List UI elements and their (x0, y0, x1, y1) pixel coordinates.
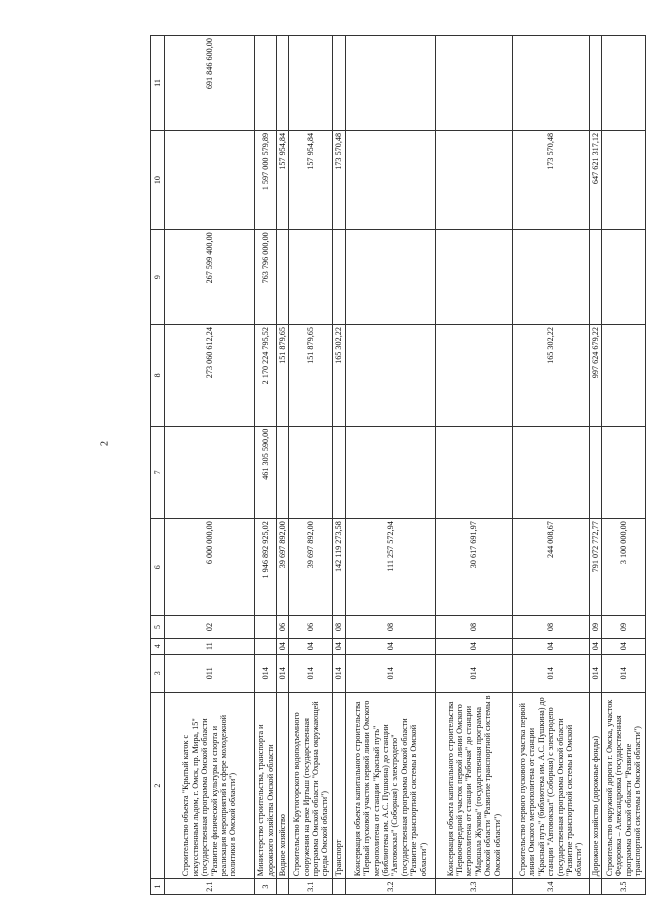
header-cell: 8 (151, 325, 165, 427)
section-cell: 04 (289, 638, 333, 654)
row-description: Водное хозяйство (277, 692, 289, 878)
amount-cell (602, 325, 646, 427)
amount-cell: 173 570,48 (512, 130, 589, 229)
amount-cell (277, 426, 289, 519)
subsection-cell: 09 (602, 616, 646, 639)
amount-cell: 763 796 000,00 (255, 230, 277, 325)
amount-cell: 244 008,67 (512, 519, 589, 616)
amount-cell (435, 230, 512, 325)
subsection-cell: 08 (512, 616, 589, 639)
header-cell: 6 (151, 519, 165, 616)
amount-cell: 165 302,22 (512, 325, 589, 427)
section-cell: 04 (333, 638, 345, 654)
amount-cell: 30 617 691,97 (435, 519, 512, 616)
row-number (589, 879, 601, 895)
table-row (255, 36, 277, 895)
amount-cell (165, 130, 255, 229)
header-cell: 9 (151, 230, 165, 325)
row-number: 2.1 (165, 879, 255, 895)
code-cell: 014 (255, 654, 277, 692)
rotated-budget-table (150, 35, 643, 895)
table-row (345, 36, 435, 895)
table-row (435, 36, 512, 895)
table-row (589, 36, 601, 895)
section-cell: 04 (277, 638, 289, 654)
row-number (277, 879, 289, 895)
amount-cell: 1 597 000 579,89 (255, 130, 277, 229)
code-cell: 014 (602, 654, 646, 692)
amount-cell (589, 36, 601, 131)
row-number (333, 879, 345, 895)
section-cell: 04 (589, 638, 601, 654)
header-cell: 5 (151, 616, 165, 639)
amount-cell (435, 426, 512, 519)
code-cell: 011 (165, 654, 255, 692)
header-cell: 10 (151, 130, 165, 229)
table-row (277, 36, 289, 895)
row-description: Дорожное хозяйство (дорожные фонды) (589, 692, 601, 878)
row-description: Министерство строительства, транспорта и дорожного хозяйства Омской области (255, 692, 277, 878)
row-description: Консервация объекта капитального строительства "Первоочередной участок первой линии Омского метрополитена от станции "Рабочая" до станции "Маршала Жукова" (государственная программа Омской области "Развитие транспортной системы в Омской области") (435, 692, 512, 878)
header-cell: 3 (151, 654, 165, 692)
section-cell: 04 (345, 638, 435, 654)
amount-cell (345, 36, 435, 131)
amount-cell (589, 230, 601, 325)
amount-cell (435, 36, 512, 131)
amount-cell: 2 170 224 795,52 (255, 325, 277, 427)
subsection-cell (255, 616, 277, 639)
row-number: 3.5 (602, 879, 646, 895)
amount-cell (602, 36, 646, 131)
amount-cell (435, 130, 512, 229)
amount-cell (602, 230, 646, 325)
amount-cell (602, 426, 646, 519)
amount-cell (277, 230, 289, 325)
row-description: Консервация объекта капитального строительства "Первый пусковой участок первой линии Омского метрополитена от станции "Красный путь" (библиотека им. А.С. Пушкина) до станции "Автовокзал" (Соборная) с электродепо" (государственная программа Омской области "Развитие транспортной системы в Омской области") (345, 692, 435, 878)
amount-cell: 791 072 772,77 (589, 519, 601, 616)
section-cell: 04 (602, 638, 646, 654)
subsection-cell: 06 (289, 616, 333, 639)
amount-cell: 3 100 000,00 (602, 519, 646, 616)
row-description: Строительство первого пускового участка первой линии Омского метрополитена от станции "Красный путь" (библиотека им. А.С. Пушкина) до станции "Автовокзал" (Соборная) с электродепо (государственная программа Омской области "Развитие транспортной системы в Омской области") (512, 692, 589, 878)
header-cell: 4 (151, 638, 165, 654)
amount-cell (255, 36, 277, 131)
table-row (333, 36, 345, 895)
amount-cell: 1 946 892 925,02 (255, 519, 277, 616)
amount-cell (333, 36, 345, 131)
amount-cell (165, 426, 255, 519)
section-cell: 04 (435, 638, 512, 654)
subsection-cell: 09 (589, 616, 601, 639)
amount-cell: 461 305 590,00 (255, 426, 277, 519)
amount-cell (602, 130, 646, 229)
subsection-cell: 02 (165, 616, 255, 639)
subsection-cell: 06 (277, 616, 289, 639)
table-row (165, 36, 255, 895)
amount-cell: 691 846 600,00 (165, 36, 255, 131)
amount-cell: 165 302,22 (333, 325, 345, 427)
amount-cell (512, 230, 589, 325)
code-cell: 014 (345, 654, 435, 692)
header-row (151, 36, 165, 895)
row-number: 3.3 (435, 879, 512, 895)
amount-cell (512, 36, 589, 131)
table-row (602, 36, 646, 895)
amount-cell (333, 230, 345, 325)
header-cell: 11 (151, 36, 165, 131)
subsection-cell: 08 (345, 616, 435, 639)
amount-cell (345, 325, 435, 427)
amount-cell (345, 230, 435, 325)
amount-cell (512, 426, 589, 519)
header-cell: 1 (151, 879, 165, 895)
amount-cell: 142 119 273,58 (333, 519, 345, 616)
amount-cell (289, 230, 333, 325)
amount-cell: 647 621 317,12 (589, 130, 601, 229)
amount-cell: 39 697 892,00 (277, 519, 289, 616)
amount-cell (333, 426, 345, 519)
amount-cell: 157 954,84 (277, 130, 289, 229)
row-description: Строительство объекта "Крытый каток с искусственным льдом, г. Омск, пр. Мира, 15" (государственная программа Омской области "Развитие физической культуры и спорта и реализация мероприятий в сфере молодежной политики в Омской области") (165, 692, 255, 878)
amount-cell (345, 130, 435, 229)
amount-cell: 151 879,65 (289, 325, 333, 427)
code-cell: 014 (435, 654, 512, 692)
amount-cell: 997 624 679,22 (589, 325, 601, 427)
section-cell (255, 638, 277, 654)
code-cell: 014 (277, 654, 289, 692)
row-description: Транспорт (333, 692, 345, 878)
row-description: Строительство окружной дороги г. Омска, участок Федоровка – Александровка (государственная программа Омской области "Развитие транспортной системы в Омской области") (602, 692, 646, 878)
table-row (512, 36, 589, 895)
amount-cell: 267 599 400,00 (165, 230, 255, 325)
amount-cell (289, 426, 333, 519)
subsection-cell: 08 (435, 616, 512, 639)
amount-cell: 173 570,48 (333, 130, 345, 229)
table-row (289, 36, 333, 895)
code-cell: 014 (333, 654, 345, 692)
subsection-cell: 08 (333, 616, 345, 639)
amount-cell: 273 060 612,24 (165, 325, 255, 427)
amount-cell (435, 325, 512, 427)
row-number: 3 (255, 879, 277, 895)
amount-cell: 151 879,65 (277, 325, 289, 427)
row-number: 3.1 (289, 879, 333, 895)
amount-cell (345, 426, 435, 519)
row-number: 3.4 (512, 879, 589, 895)
header-cell: 2 (151, 692, 165, 878)
code-cell: 014 (589, 654, 601, 692)
page-number: 2 (99, 441, 111, 446)
row-number: 3.2 (345, 879, 435, 895)
header-cell: 7 (151, 426, 165, 519)
amount-cell: 111 257 572,94 (345, 519, 435, 616)
section-cell: 04 (512, 638, 589, 654)
budget-table (150, 35, 646, 895)
code-cell: 014 (512, 654, 589, 692)
row-description: Строительство Крутогорского водоподъемного сооружения на реке Иртыш (государственная программа Омской области "Охрана окружающей среды Омской области") (289, 692, 333, 878)
amount-cell (289, 36, 333, 131)
amount-cell: 39 697 892,00 (289, 519, 333, 616)
code-cell: 014 (289, 654, 333, 692)
amount-cell: 6 000 000,00 (165, 519, 255, 616)
amount-cell (277, 36, 289, 131)
section-cell: 11 (165, 638, 255, 654)
amount-cell (589, 426, 601, 519)
amount-cell: 157 954,84 (289, 130, 333, 229)
